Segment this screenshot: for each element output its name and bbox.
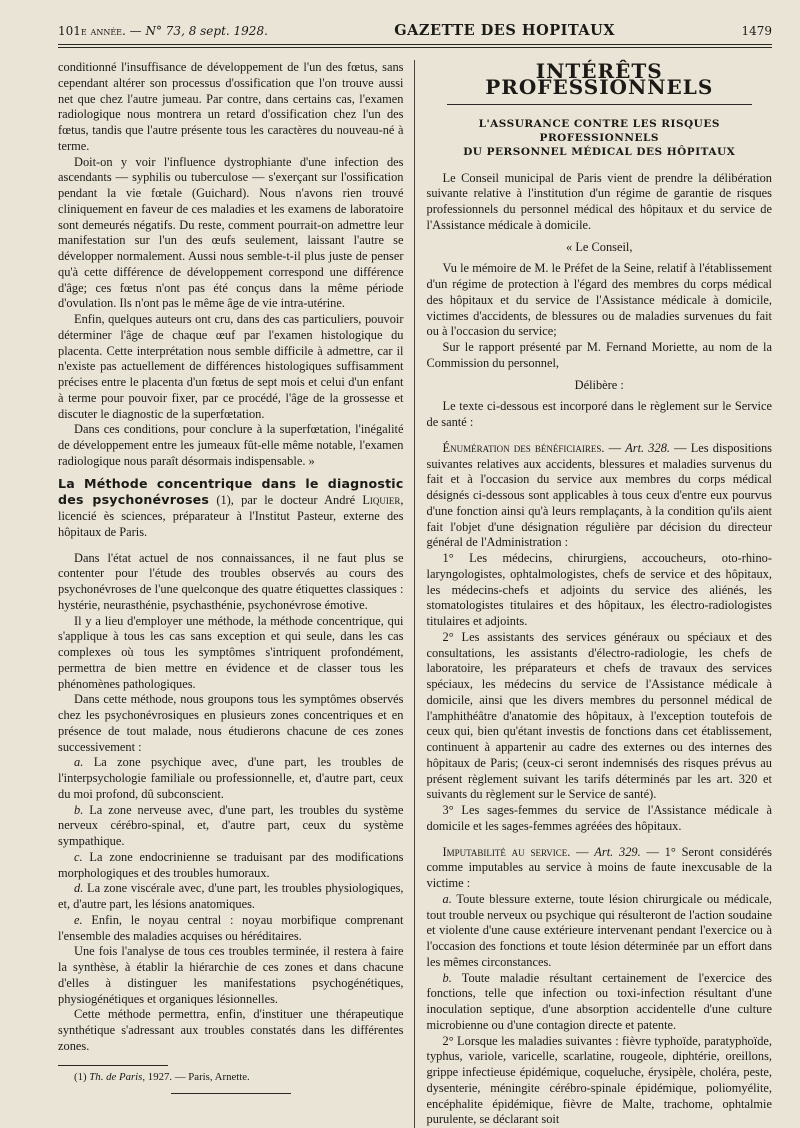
list-item: 2° Lorsque les maladies suivantes : fièvre typhoïde, paratyphoïde, typhus, variole, varicelle, scarlatine, rougeole, diphtérie, oreillons, grippe infectieuse épidémique, coqueluche, érysipèle, choléra, peste, dysenterie, méningite cérébro-spinale épidémique, poliomyélite, encéphalite épidémique, fièvre de Malte, trachome, ophtalmie purulente, se déclarant soit (427, 1034, 773, 1128)
author-name: Liquier (362, 493, 400, 507)
paragraph: Le texte ci-dessous est incorporé dans le règlement sur le Service de santé : (427, 399, 773, 431)
paragraph: Le Conseil municipal de Paris vient de prendre la délibération suivante relative à l'institution d'un régime de garantie de risques professionnels du personnel médical des hôpitaux et du service de l'Assistance médicale à domicile. (427, 171, 773, 234)
section-rule (447, 104, 753, 105)
article-328: Énumération des bénéficiaires. — Art. 328. — Les dispositions suivantes relatives aux accidents, blessures et maladies survenus du fait et à l'occasion du service aux membres du corps médical désignés ci-dessous sont applicables à tous ceux d'entre eux pourvus d'une fonction ainsi qu'à leurs remplaçants, à la condition qu'ils aient fait l'objet d'une désignation régulière par décision du directeur général de l'Administration : (427, 441, 773, 551)
journal-title: GAZETTE DES HOPITAUX (394, 22, 615, 39)
list-item: 2° Les assistants des services généraux ou spéciaux et des consultations, les assistants d'électro-radiologie, les chefs de laboratoire, les préparateurs et chefs de travaux des services spéciaux, les médecins du service de l'Assistance médicale à domicile, ainsi que les divers membres du personnel médical de l'amphithéâtre d'anatomie des hôpitaux, à l'exception toutefois de ceux qui, bien qu'étant investis de fonctions dans cet établissement, continuent à appartenir au cadre des externes ou des internes des hôpitaux de Paris; (ceux-ci seront indemnisés des risques prévus au présent règlement suivant les tarifs déterminés par les art. 320 et suivants du règlement sur le Service de santé). (427, 630, 773, 803)
paragraph: Enfin, quelques auteurs ont cru, dans des cas particuliers, pouvoir déterminer l'âge de chaque œuf par l'examen histologique du placenta. Cette interprétation nous semble difficile à admettre, car il n'existe pas actuellement de différences histologiques suffisamment précises entre le placenta d'un fœtus de sept mois et celui d'un enfant à terme pour pouvoir fixer, par ce procédé, l'âge de la grossesse et discuter le diagnostic de la superfœtation. (58, 312, 404, 422)
paragraph: Cette méthode permettra, enfin, d'instituer une thérapeutique synthétique s'adressant aux troubles constatés dans les différentes zones. (58, 1007, 404, 1054)
list-item: 1° Les médecins, chirurgiens, accoucheurs, oto-rhino-laryngologistes, ophtalmologistes, chefs de service et des hôpitaux, les médecins-chefs et adjoints du service des aliénés, les stomatologistes titulaires et des hôpitaux, les électro-radiologistes titulaires et adjoints. (427, 551, 773, 630)
right-column (415, 60, 773, 1128)
paragraph: Il y a lieu d'employer une méthode, la méthode concentrique, qui s'applique à tous les cas sans exception et qui seule, dans les cas complexes où tous les symptômes s'intriquent profondément, permettra de bien mettre en évidence et de classer tous les phénomènes pathologiques. (58, 614, 404, 693)
header-rule (58, 47, 772, 48)
list-item: a. La zone psychique avec, d'une part, les troubles de l'interpsychologie familiale ou professionnelle, et, d'autre part, ceux du moi profond, dû subconscient. (58, 755, 404, 802)
article-heading: La Méthode concentrique dans le diagnostic des psychonévroses (1), par le docteur André Liquier, licencié ès sciences, préparateur à l'Institut Pasteur, externe des hôpitaux de Paris. (58, 476, 404, 541)
end-rule (171, 1093, 291, 1094)
paragraph: Dans ces conditions, pour conclure à la superfœtation, l'inégalité de développement entre les jumeaux fût-elle même notable, l'examen radiologique nous paraît désormais indispensable. » (58, 422, 404, 469)
left-column (58, 60, 415, 1128)
paragraph: Dans l'état actuel de nos connaissances, il ne faut plus se contenter pour l'étude des troubles observés au cours des psychonévroses de l'une quelconque des quatre étiquettes classiques : hystérie, neurasthénie, psychasthénie, psychonévrose émotive. (58, 551, 404, 614)
paragraph: conditionné l'insuffisance de développement de l'un des fœtus, sans cependant altérer son processus d'ossification que l'on trouve aussi net que chez l'autre jumeau. Par contre, dans certains cas, l'examen radiologique nous montrera un retard d'ossification chez l'un des fœtus, tandis que l'autre présente tous les caractères du nouveau-né à terme. (58, 60, 404, 155)
list-item: e. Enfin, le noyau central : noyau morbifique comprenant l'ensemble des maladies acquises ou héréditaires. (58, 913, 404, 945)
page-number: 1479 (741, 24, 772, 38)
article-title: La Méthode concentrique dans le diagnostic des psychonévroses (58, 476, 404, 508)
paragraph: Doit-on y voir l'influence dystrophiante d'une infection des ascendants — syphilis ou tuberculose — s'exerçant sur l'ossification pendant la vie fœtale (Guichard). Nous n'avons rien trouvé cliniquement en faveur de ces maladies et les examens de laboratoire sont demeurés négatifs. Du reste, comment pourrait-on admettre leur manifestation sur l'un des œufs seulement, laissant l'autre se développer normalement. Aussi nous semble-t-il plus juste de penser qu'à cette différence de développement correspond une différence d'âge; ces fœtus n'ont pas été conçus dans la même période d'ovulation. Ils n'ont pas le même âge de vie intra-utérine. (58, 155, 404, 313)
list-item: a. Toute blessure externe, toute lésion chirurgicale ou médicale, tout trouble nerveux ou psychique qui résulteront de l'action soudaine et violente d'une cause extérieure intervenant pendant l'exercice ou à l'occasion des fonctions et toute lésion déterminée par un effort dans les mêmes circonstances. (427, 892, 773, 971)
list-item: 3° Les sages-femmes du service de l'Assistance médicale à domicile et les sages-femmes agréées des hôpitaux. (427, 803, 773, 835)
paragraph: « Le Conseil, (427, 240, 773, 256)
page-header (58, 22, 772, 45)
article-subheading: L'ASSURANCE CONTRE LES RISQUES PROFESSIONNELS DU PERSONNEL MÉDICAL DES HÔPITAUX (427, 117, 773, 159)
footnote: (1) Th. de Paris, 1927. — Paris, Arnette. (58, 1070, 404, 1086)
section-title: INTÉRÊTS PROFESSIONNELS (427, 64, 773, 96)
header-issue: 101e année. — N° 73, 8 sept. 1928. (58, 24, 268, 38)
paragraph: Délibère : (427, 378, 773, 394)
list-item: d. La zone viscérale avec, d'une part, les troubles physiologiques, et, d'autre part, les lésions anatomiques. (58, 881, 404, 913)
paragraph: Dans cette méthode, nous groupons tous les symptômes observés chez les psychonévrosiques en plusieurs zones concentriques et en présence de tout malade, nous étudierons chacune de ces zones successivement : (58, 692, 404, 755)
footnote-rule (58, 1065, 168, 1066)
list-item: b. Toute maladie résultant certainement de l'exercice des fonctions, telle que infection ou toxi-infection résultant d'une inoculation septique, d'une absorption accidentelle d'une culture microbienne ou d'une contagion directe et patente. (427, 971, 773, 1034)
columns (58, 60, 772, 1128)
list-item: b. La zone nerveuse avec, d'une part, les troubles du système nerveux cérébro-spinal, et, d'autre part, ceux du système sympathique. (58, 803, 404, 850)
paragraph: Vu le mémoire de M. le Préfet de la Seine, relatif à l'établissement d'un régime de protection à l'égard des membres du corps médical des hôpitaux et du service de l'Assistance médicale à domicile, victimes d'accidents, de blessures ou de maladies survenues du fait ou à l'occasion du service; (427, 261, 773, 340)
article-329: Imputabilité au service. — Art. 329. — 1° Seront considérés comme imputables au service à moins de faute inexcusable de la victime : (427, 845, 773, 892)
paragraph: Une fois l'analyse de tous ces troubles terminée, il restera à faire la synthèse, à établir la hiérarchie de ces zones et dans chacune d'elles à distinguer les manifestations psychogénétiques, physiogénétiques et organiques lésionnelles. (58, 944, 404, 1007)
paragraph: Sur le rapport présenté par M. Fernand Moriette, au nom de la Commission du personnel, (427, 340, 773, 372)
list-item: c. La zone endocrinienne se traduisant par des modifications morphologiques et des troubles humoraux. (58, 850, 404, 882)
